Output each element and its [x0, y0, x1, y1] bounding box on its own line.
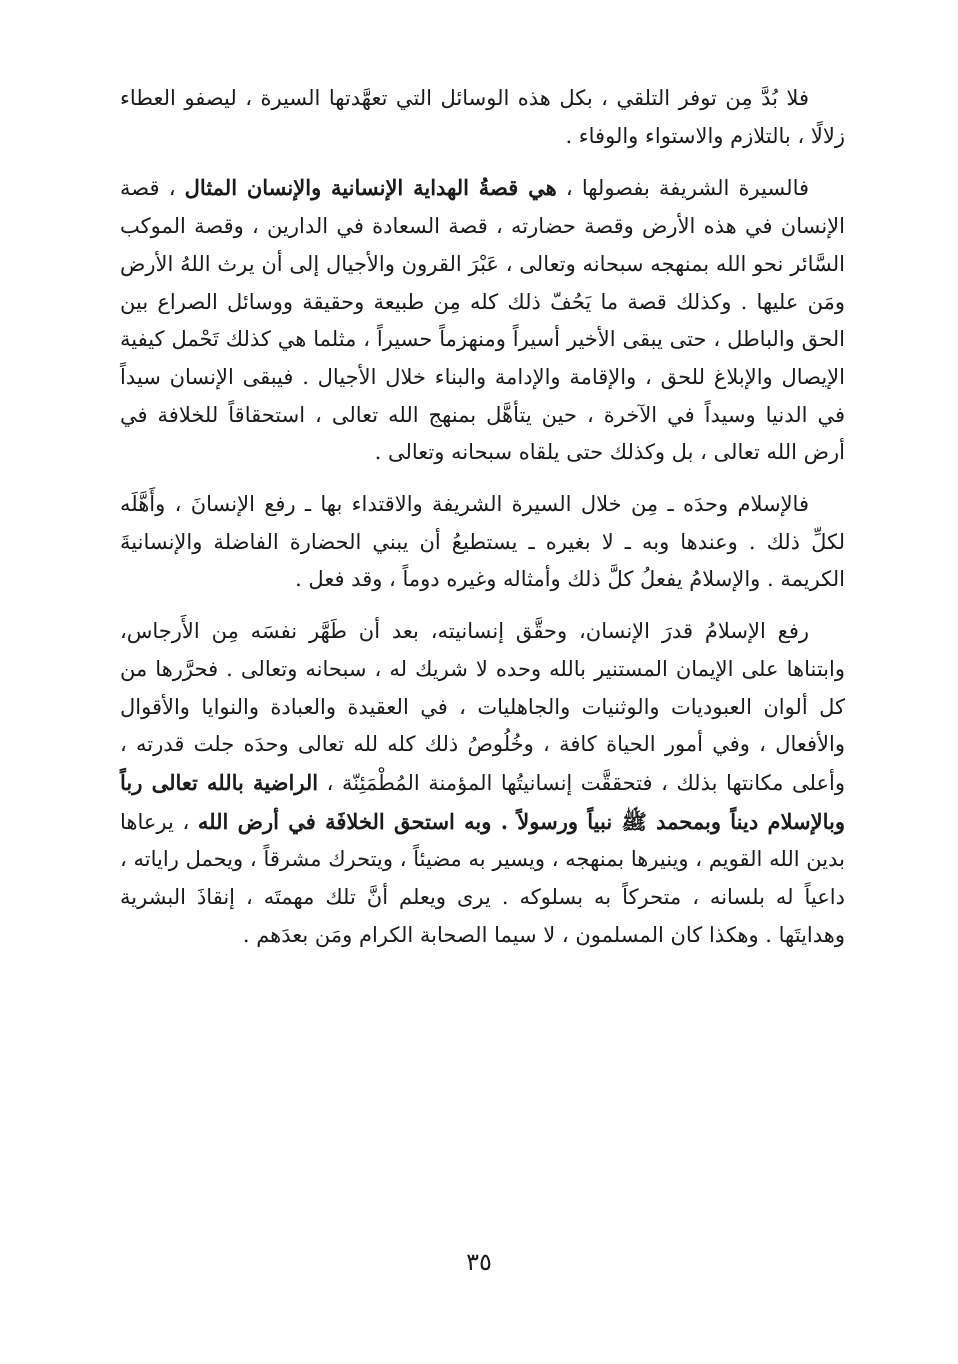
page-body	[120, 80, 845, 954]
paragraph-4-intro: رفع الإسلامُ قدرَ الإنسان، وحقَّق إنسانيته، بعد أن طَهَّر نفسَه مِن الأَرجاس، وابتناها على الإيمان المستنير بالله وحده لا شريك له ، سبحانه وتعالى . فحرَّرها من كل ألوان العبوديات والوثنيات والجاهليات ، في العقيدة والعبادة والنوايا والأقوال والأفعال ، وفي أمور الحياة كافة ، وخُلُوصُ ذلك كله لله تعالى وحدَه جلت قدرته ، وأعلى مكانتها بذلك ، فتحققَّت إنسانيتُها المؤمنة المُطْمَئِنّة ،	[120, 619, 845, 795]
paragraph-2-body: ، قصة الإنسان في هذه الأرض وقصة حضارته ، قصة السعادة في الدارين ، وقصة الموكب السَّائر نحو الله بمنهجه سبحانه وتعالى ، عَبْرَ القرون والأجيال إلى أن يرث اللهُ الأرض ومَن عليها . وكذلك قصة ما يَحُفّ ذلك كله مِن طبيعة وحقيقة ووسائل الصراع بين الحق والباطل ، حتى يبقى الأخير أسيراً ومنهزماً حسيراً ، مثلما هي كذلك تَحْمل كيفية الإيصال والإبلاغ للحق ، والإقامة والإدامة والبناء خلال الأجيال . فيبقى الإنسان سيداً في الدنيا وسيداً في الآخرة ، حين يتأهَّل بمنهج الله تعالى ، استحقاقاً للخلافة في أرض الله تعالى ، بل وكذلك حتى يلقاه سبحانه وتعالى .	[120, 176, 845, 465]
paragraph-3-text: فالإسلام وحدَه ـ مِن خلال السيرة الشريفة والاقتداء بها ـ رفع الإنسانَ ، وأَهَّلَه لكلِّ ذلك . وعندها وبه ـ لا بغيره ـ يستطيعُ أن يبني الحضارة الفاضلة والإنسانيةَ الكريمة . والإسلامُ يفعلُ كلَّ ذلك وأمثاله وغيره دوماً ، وقد فعل .	[120, 492, 845, 592]
paragraph-2-emphasis: هي قصةُ الهداية الإنسانية والإنسان المثال	[184, 175, 557, 201]
paragraph-3	[120, 486, 845, 599]
paragraph-4-emphasis: الراضية بالله تعالى رباً وبالإسلام ديناً وبمحمد ﷺ نبياً ورسولاً . وبه استحق الخلافَة في أرض الله	[120, 769, 845, 834]
paragraph-2-intro: فالسيرة الشريفة بفصولها ،	[556, 176, 810, 201]
paragraph-2	[120, 169, 845, 472]
paragraph-1	[120, 80, 845, 155]
paragraph-4-body: ، يرعاها بدين الله القويم ، وينيرها بمنهجه ، ويسير به مضيئاً ، ويتحرك مشرقاً ، ويحمل راياته ، داعياً له بلسانه ، متحركاً به بسلوكه . يرى ويعلم أنَّ تلك مهمتَه ، إنقاذَ البشرية وهدايتَها . وهكذا كان المسلمون ، لا سيما الصحابة الكرام ومَن بعدَهم .	[120, 809, 845, 947]
page-number: ٣٥	[466, 1248, 492, 1276]
paragraph-1-text: فلا بُدَّ مِن توفر التلقي ، بكل هذه الوسائل التي تعهَّدتها السيرة ، ليصفو العطاء زلالًا ، بالتلازم والاستواء والوفاء .	[120, 86, 845, 148]
paragraph-4	[120, 613, 845, 954]
